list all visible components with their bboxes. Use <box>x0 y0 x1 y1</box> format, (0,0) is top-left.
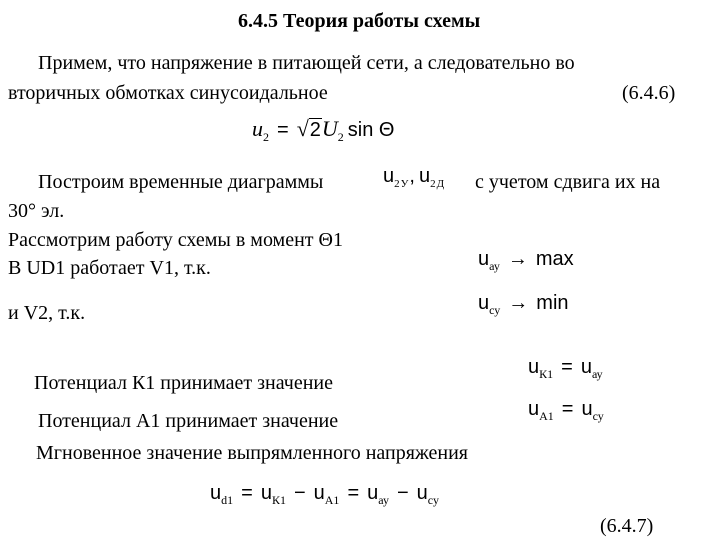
ua1-symbol: u <box>528 398 540 420</box>
u2d-sub: 2Д <box>430 178 446 190</box>
ud1-uay: u <box>367 482 379 504</box>
formula-u2-sqrt-arg: 2 <box>309 119 321 141</box>
min-label: min <box>536 292 569 314</box>
condition-ucy-min <box>478 292 569 315</box>
ud1-minus-2: − <box>396 482 409 504</box>
formula-u2-lhs: u <box>252 116 263 141</box>
uk1-sub: К1 <box>539 367 554 381</box>
ud1-uay-sub: ау <box>378 493 389 507</box>
equation-number-6-4-6: (6.4.6) <box>622 82 676 104</box>
ud1-uk1-sub: К1 <box>271 493 286 507</box>
moment-line: Рассмотрим работу схемы в момент Θ1 <box>8 229 343 251</box>
formula-ua1 <box>528 398 604 421</box>
ud1-uk1: u <box>260 482 272 504</box>
v2-line: и V2, т.к. <box>8 302 86 324</box>
ud1-ua1: u <box>313 482 325 504</box>
formula-u2-U: U <box>321 116 338 141</box>
uay-sub: ау <box>489 259 500 273</box>
uay-symbol: u <box>478 248 490 270</box>
uk1-rhs-sub: ау <box>591 367 603 381</box>
uk1-equals: = <box>561 356 573 378</box>
uk1-symbol: u <box>528 356 540 378</box>
ua1-rhs-sub: су <box>592 409 604 423</box>
formula-u2-equals: = <box>277 119 289 141</box>
diagram-line-1b: с учетом сдвига их на <box>475 171 661 193</box>
u2d-symbol: u <box>418 165 431 187</box>
ud1-minus-1: − <box>293 482 306 504</box>
u2y-symbol: u <box>383 165 395 187</box>
intro-line-2: вторичных обмотках синусоидальное <box>8 82 328 104</box>
formula-u2-sin: sin Θ <box>347 119 395 141</box>
diagram-line-1a: Построим временные диаграммы <box>38 171 324 193</box>
ua1-rhs: u <box>581 398 593 420</box>
ud1-sub: d1 <box>221 493 234 507</box>
uk1-rhs: u <box>580 356 592 378</box>
condition-uay-max <box>478 248 574 271</box>
sqrt-icon: √ <box>296 116 309 141</box>
ucy-symbol: u <box>478 292 490 314</box>
equation-number-6-4-7: (6.4.7) <box>600 515 654 537</box>
arrow-right-icon: → <box>508 292 529 314</box>
max-label: max <box>535 248 574 270</box>
ua1-sub: А1 <box>539 409 554 423</box>
page-title: 6.4.5 Теория работы схемы <box>238 10 481 32</box>
ucy-sub: су <box>489 303 501 317</box>
u2y-sub: 2У <box>394 178 410 190</box>
formula-uk1 <box>528 356 603 379</box>
ud1-equals-2: = <box>347 482 360 504</box>
diagram-line-2: 30° эл. <box>8 200 65 222</box>
ud1-ucy-sub: су <box>427 493 439 507</box>
a1-potential-text: Потенциал А1 принимает значение <box>38 410 339 432</box>
formula-u2-U-sub: 2 <box>337 130 344 144</box>
formula-ud1 <box>210 482 439 505</box>
voltage-separator: , <box>409 165 415 187</box>
formula-u2 <box>252 116 394 142</box>
arrow-right-icon: → <box>507 248 528 270</box>
ud1-equals-1: = <box>241 482 253 504</box>
ud1-symbol: u <box>210 482 222 504</box>
k1-potential-text: Потенциал К1 принимает значение <box>34 372 334 394</box>
ud1-ua1-sub: А1 <box>324 493 340 507</box>
diagram-voltages <box>383 165 445 188</box>
formula-u2-lhs-sub: 2 <box>263 130 269 144</box>
ua1-equals: = <box>561 398 574 420</box>
instantaneous-voltage-text: Мгновенное значение выпрямленного напряжения <box>36 442 468 464</box>
v1-line: В UD1 работает V1, т.к. <box>8 257 211 279</box>
ud1-ucy: u <box>416 482 428 504</box>
intro-line-1: Примем, что напряжение в питающей сети, а следовательно во <box>38 52 575 74</box>
